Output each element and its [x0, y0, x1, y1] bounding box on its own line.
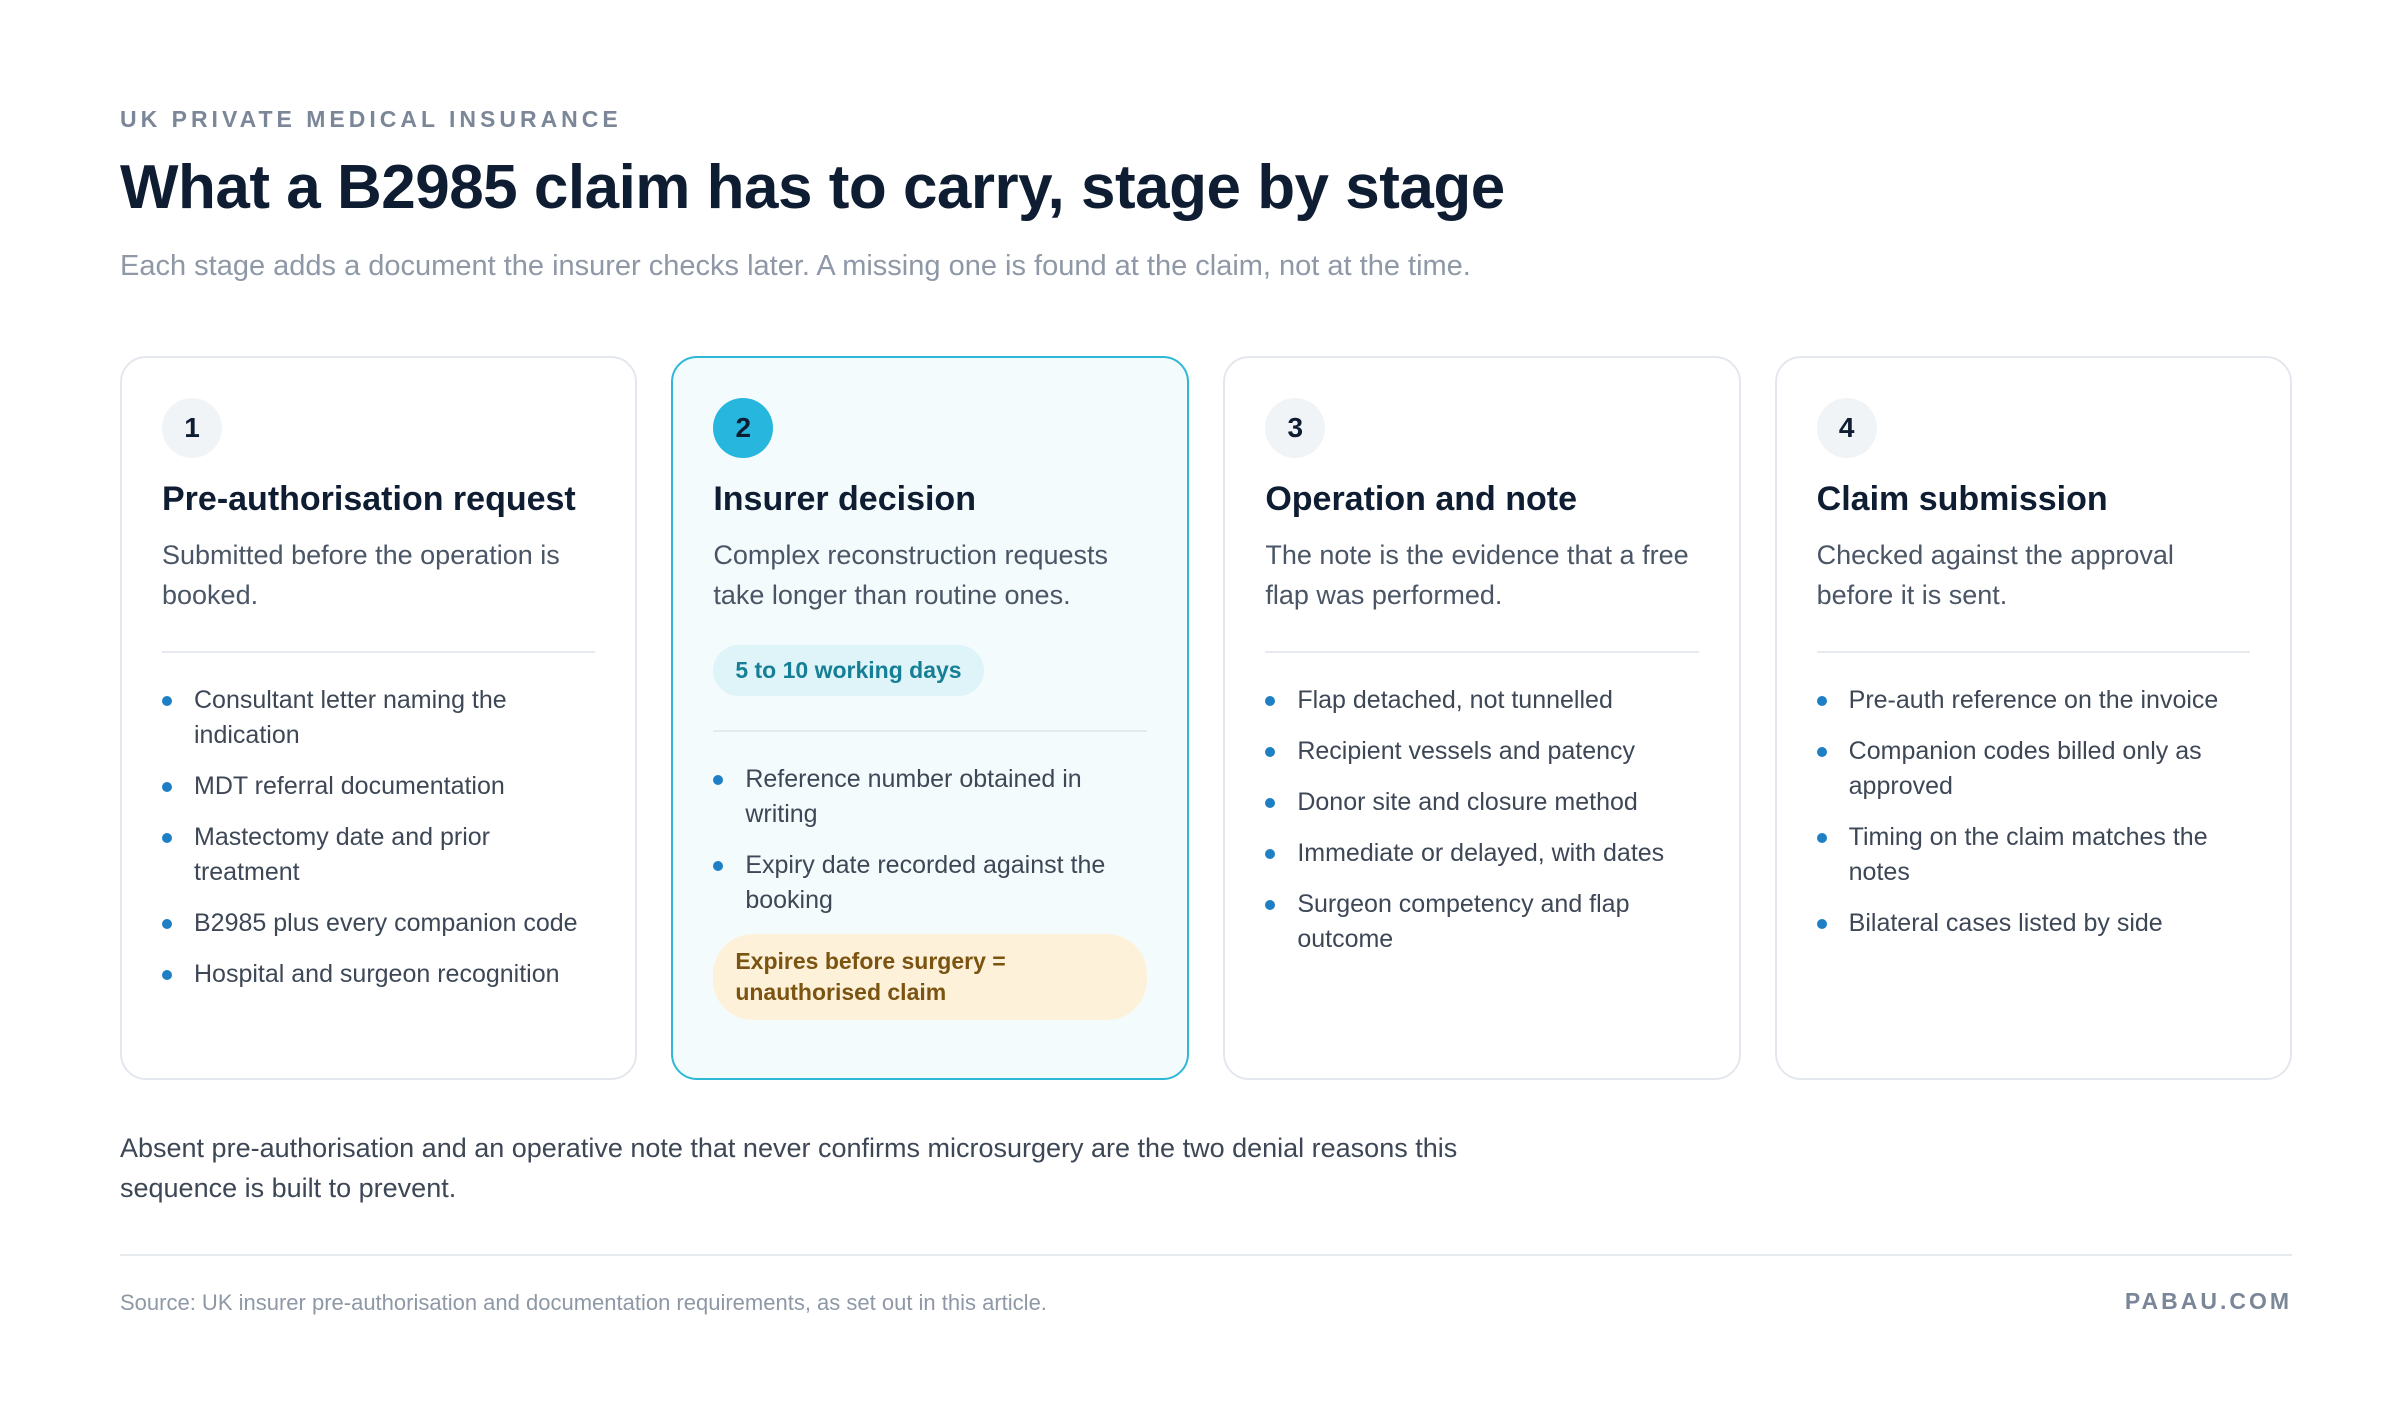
stage-description: The note is the evidence that a free flap was performed.	[1265, 540, 1689, 610]
page-subtitle: Each stage adds a document the insurer checks later. A missing one is found at the claim, not at the time.	[120, 250, 1471, 282]
list-item-text: Mastectomy date and prior treatment	[194, 823, 490, 886]
bullet-icon	[1265, 849, 1275, 859]
bullet-icon	[713, 861, 723, 871]
list-item	[1817, 734, 2250, 804]
list-item-text: Hospital and surgeon recognition	[194, 960, 560, 988]
bullet-icon	[1265, 696, 1275, 706]
stage-card-1	[120, 356, 637, 1080]
list-item	[1265, 734, 1698, 769]
requirement-list	[1817, 683, 2250, 941]
stage-description: Complex reconstruction requests take longer than routine ones.	[713, 540, 1109, 610]
list-item	[713, 848, 1147, 918]
list-item	[162, 820, 595, 890]
requirement-list	[162, 683, 595, 992]
stage-title: Operation and note	[1265, 480, 1578, 518]
stage-description: Submitted before the operation is booked.	[162, 540, 560, 610]
stage-cards	[120, 356, 2292, 1080]
infographic	[120, 0, 2292, 1410]
stage-card-4	[1775, 356, 2292, 1080]
list-item-text: Flap detached, not tunnelled	[1297, 686, 1613, 714]
stage-card-2	[671, 356, 1189, 1080]
list-item	[1265, 887, 1698, 957]
divider	[162, 651, 595, 653]
requirement-list	[1265, 683, 1698, 957]
bullet-icon	[162, 919, 172, 929]
stage-title: Pre-authorisation request	[162, 480, 576, 518]
list-item-text: Pre-auth reference on the invoice	[1848, 686, 2219, 714]
stage-card-3	[1223, 356, 1740, 1080]
stage-number: 2	[713, 398, 773, 458]
list-item	[1265, 785, 1698, 820]
divider	[1817, 651, 2250, 653]
list-item-text: Timing on the claim matches the notes	[1848, 823, 2208, 886]
bullet-icon	[162, 970, 172, 980]
bullet-icon	[1265, 798, 1275, 808]
list-item	[1265, 683, 1698, 718]
list-item-text: B2985 plus every companion code	[194, 909, 578, 937]
list-item	[1265, 836, 1698, 871]
stage-description: Checked against the approval before it is sent.	[1816, 540, 2174, 610]
page-title: What a B2985 claim has to carry, stage by stage	[120, 153, 1505, 222]
list-item	[1817, 906, 2250, 941]
list-item	[162, 906, 595, 941]
bullet-icon	[1265, 900, 1275, 910]
list-item	[1817, 820, 2250, 890]
bullet-icon	[713, 775, 723, 785]
bullet-icon	[1265, 747, 1275, 757]
list-item-text: Reference number obtained in writing	[745, 765, 1082, 828]
conclusion-text: Absent pre-authorisation and an operative note that never confirms microsurgery are the two denial reasons this sequence is built to prevent.	[120, 1133, 1458, 1203]
list-item-text: Consultant letter naming the indication	[194, 686, 507, 749]
warning-callout: Expires before surgery = unauthorised claim	[713, 934, 1147, 1020]
stage-number: 3	[1265, 398, 1325, 458]
list-item	[162, 769, 595, 804]
list-item-text: Bilateral cases listed by side	[1848, 909, 2163, 937]
list-item-text: Donor site and closure method	[1297, 788, 1638, 816]
list-item-text: Recipient vessels and patency	[1297, 737, 1636, 765]
list-item-text: Surgeon competency and flap outcome	[1297, 890, 1630, 953]
list-item	[162, 957, 595, 992]
source-note: Source: UK insurer pre-authorisation and documentation requirements, as set out in this article.	[120, 1290, 1047, 1315]
divider	[1265, 651, 1698, 653]
stage-number: 4	[1817, 398, 1877, 458]
bullet-icon	[162, 696, 172, 706]
list-item	[1817, 683, 2250, 718]
brand-label: PABAU.COM	[2124, 1288, 2292, 1314]
footer-divider	[120, 1254, 2292, 1256]
timing-badge: 5 to 10 working days	[713, 645, 983, 696]
divider	[713, 730, 1147, 732]
stage-title: Claim submission	[1816, 480, 2108, 518]
stage-title: Insurer decision	[713, 480, 976, 518]
list-item	[162, 683, 595, 753]
list-item-text: MDT referral documentation	[194, 772, 505, 800]
bullet-icon	[1817, 833, 1827, 843]
eyebrow-label: UK PRIVATE MEDICAL INSURANCE	[120, 106, 622, 132]
bullet-icon	[162, 833, 172, 843]
list-item-text: Expiry date recorded against the booking	[745, 851, 1106, 914]
bullet-icon	[1817, 747, 1827, 757]
list-item-text: Immediate or delayed, with dates	[1297, 839, 1665, 867]
bullet-icon	[1817, 696, 1827, 706]
list-item-text: Companion codes billed only as approved	[1848, 737, 2202, 800]
bullet-icon	[162, 782, 172, 792]
requirement-list	[713, 762, 1147, 918]
list-item	[713, 762, 1147, 832]
stage-number: 1	[162, 398, 222, 458]
bullet-icon	[1817, 919, 1827, 929]
